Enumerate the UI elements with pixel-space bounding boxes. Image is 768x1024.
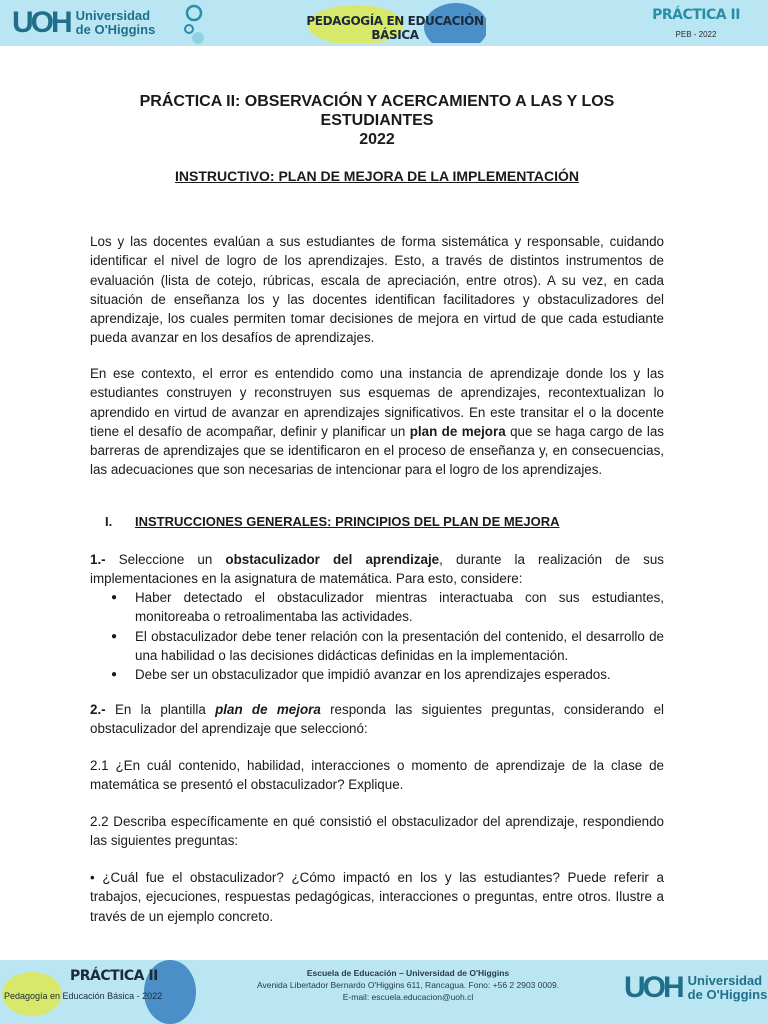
list-item: ● Debe ser un obstaculizador que impidió avanzar en los aprendizajes esperados. [90,665,664,684]
uoh-logo-text [76,9,156,37]
bubbles-icon [176,2,210,44]
s2-text-b: responda las siguientes preguntas, considerando el obstaculizador del aprendizaje que seleccionó: [90,702,664,737]
p2-text-a: En ese contexto, el error es entendido como una instancia de aprendizaje donde los y las estudiantes construyen y reconstruyen sus esquemas de aprendizajes, recontextualizan lo aprendido en virtud de avanzar en aprendizajes significativos. En este transitar el o la docente tiene el desafío de acompañar, definir y planificar un [90,366,664,439]
footer-uoh-logo [624,970,767,1006]
logo-line2: de O'Higgins [75,22,156,37]
program-title: PEDAGOGÍA EN EDUCACIÓN BÁSICA [306,14,484,42]
instruction-1-bullets [90,588,664,684]
question-2-2: 2.2 Describa específicamente en qué consistió el obstaculizador del aprendizaje, respondiendo las siguientes preguntas: [90,814,664,849]
footer-school: Escuela de Educación – Universidad de O'Higgins [306,968,510,978]
page-footer [0,960,768,1024]
document-title [90,92,664,149]
footer-logo-line2: de O'Higgins [687,987,768,1002]
logo-line1: Universidad [75,8,151,23]
list-item: ● El obstaculizador debe tener relación con la presentación del contenido, el desarrollo de una habilidad o las decisiones didácticas definidas en la implementación. [90,627,664,666]
list-item: ● Haber detectado el obstaculizador mientras interactuaba con sus estudiantes, monitoreaba o retroalimentaba las actividades. [90,588,664,627]
section-number: I. [105,514,113,529]
footer-practica: PRÁCTICA II [70,968,158,984]
s2-bold: plan de mejora [215,702,321,717]
instruction-1 [90,550,664,589]
paragraph-1: Los y las docentes evalúan a sus estudiantes de forma sistemática y responsable, cuidando identificar el nivel de logro de los aprendizajes. Esto, a través de distintos instrumentos de evaluación (lista de cotejo, rúbricas, escala de apreciación, entre otros). A su vez, en cada situación de enseñanza los y las docentes identifican facilitadores y obstaculizadores del aprendizaje, los cuales permiten tomar decisiones de mejora en virtud de que cada estudiante pueda avanzar en los desafíos de aprendizajes. [90,234,664,346]
title-year: 2022 [359,131,395,148]
s2-text-a: En la plantilla [105,702,216,717]
title-line2: ESTUDIANTES [320,112,434,129]
title-line1: PRÁCTICA II: OBSERVACIÓN Y ACERCAMIENTO A LAS Y LOS [139,93,615,110]
footer-program: Pedagogía en Educación Básica - 2022 [4,991,163,1001]
instruction-2 [90,700,664,739]
p2-text-b: que se haga cargo de las barreras de aprendizajes que se identificaron en el proceso de enseñanza y, en consecuencias, las adecuaciones que son necesarias de intencionar para el logro de los aprendizajes. [90,423,664,478]
practica-code: PEB - 2022 [675,30,717,39]
section-heading [105,514,559,529]
s1-text-a: Seleccione un [105,552,226,567]
question-2-1: 2.1 ¿En cuál contenido, habilidad, interacciones o momento de aprendizaje de la clase de matemática se presentó el obstaculizador? Explique. [90,758,664,793]
footer-logo-line1: Universidad [687,973,763,988]
paragraph-2 [90,364,664,480]
footer-address: Avenida Libertador Bernardo O'Higgins 611, Rancagua. Fono: +56 2 2903 0009. [256,980,560,990]
uoh-logo-mark: UOH [12,6,70,39]
question-2-2-bullet: • ¿Cuál fue el obstaculizador? ¿Cómo impactó en los y las estudiantes? Puede referir a trabajos, ejecuciones, respuestas pedagógicas, interacciones o preguntas, entre otros. Ilustre a través de un ejemplo concreto. [90,870,664,924]
footer-email: E-mail: escuela.educacion@uoh.cl [342,992,474,1002]
section-title: INSTRUCCIONES GENERALES: PRINCIPIOS DEL PLAN DE MEJORA [135,514,560,529]
s2-number: 2.- [90,702,106,717]
footer-logo-text [688,974,768,1002]
document-subtitle: INSTRUCTIVO: PLAN DE MEJORA DE LA IMPLEMENTACIÓN [175,168,579,184]
practica-label: PRÁCTICA II [652,7,740,23]
footer-contact [200,967,616,1003]
footer-logo-mark: UOH [624,971,682,1004]
p2-bold: plan de mejora [409,423,506,439]
document-body [90,92,664,924]
s1-bold: obstaculizador del aprendizaje [225,552,440,567]
uoh-logo [12,5,155,41]
s1-text-b: , durante la realización de sus implementaciones en la asignatura de matemática. Para esto, considere: [90,552,664,587]
page-header [0,0,768,46]
s1-number: 1.- [90,552,106,567]
